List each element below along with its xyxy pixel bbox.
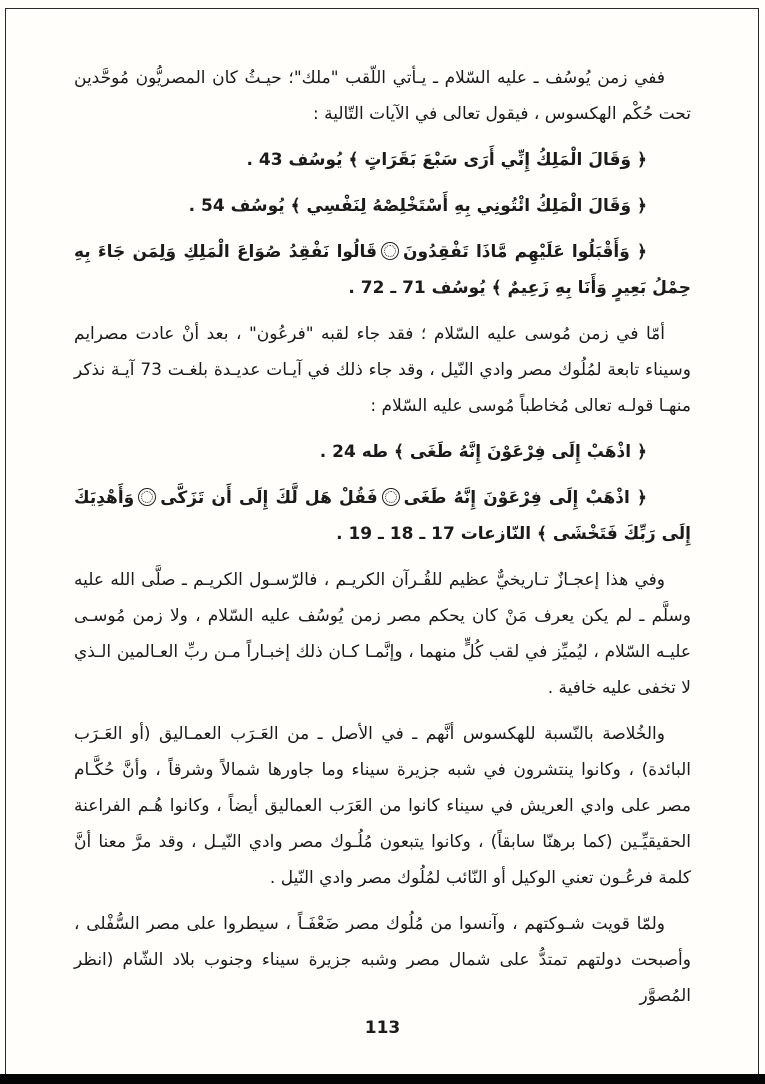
paragraph: وفي هذا إعجـازٌ تـاريخيٌّ عظيم للقُـرآن الكريـم ، فالرّسـول الكريـم ـ صلَّى الله عليه وسلَّم ـ لم يكن يعرف مَنْ كان يحكم مصر زمن يُوسُف عليه السّلام ، ولا زمن مُوسـى عليـه السّلام ، ليُميِّز في لقب كُلٍّ منهما ، وإنَّمـا كـان ذلك إخبـاراً مـن ربِّ العـالمين الـذي لا تخفى عليه خافية . bbox=[74, 570, 691, 698]
verse-text: وَأَهْدِيَكَ إِلَى رَبِّكَ فَتَخْشَى ﴾ bbox=[74, 488, 691, 544]
quran-verse bbox=[74, 188, 691, 224]
paragraph: والخُلاصة بالنّسبة للهكسوس أنَّهم ـ في الأصل ـ من العَـرَب العمـاليق (أو العَـرَب البائدة) ، وكانوا ينتشرون في شبه جزيرة سيناء وما جاورها شمالاً وشرقاً ، وأنَّ حُكَّـام مصر على وادي العريش في سيناء كانوا من العَرَب العماليق أيضاً ، وكانوا هُـم الفراعنة الحقيقيِّـين (كما برهنّا سابقاً) ، وكانوا يتبعون مُلُـوك مصر وادي النّيـل ، وقد مرَّ معنا أنَّ كلمة فرعُـون تعني الوكيل أو النّائب لمُلُوك مصر وادي النّيل . bbox=[74, 724, 691, 888]
verse-reference: يُوسُف 43 . bbox=[246, 150, 343, 170]
ayah-marker bbox=[381, 242, 399, 260]
verse-text: ﴿ اذْهَبْ إِلَى فِرْعَوْنَ إِنَّهُ طَغَى bbox=[403, 488, 647, 508]
page-text-block bbox=[74, 60, 691, 1024]
quran-verse bbox=[74, 434, 691, 470]
ayah-marker bbox=[138, 488, 156, 506]
quran-verse bbox=[74, 142, 691, 178]
page-number: 113 bbox=[364, 1018, 401, 1038]
verse-text: فَقُلْ هَل لَّكَ إِلَى أَن تَزَكَّى bbox=[160, 488, 378, 508]
verse-reference: يُوسُف 71 ـ 72 . bbox=[348, 278, 486, 298]
scan-edge-artifact bbox=[0, 1074, 765, 1084]
paragraph: أمّا في زمن مُوسى عليه السّلام ؛ فقد جاء لقبه "فرعُون" ، بعد أنْ عادت مصرايم وسيناء تابعة لمُلُوك مصر وادي النّيل ، وقد جاء ذلك في آيـات عديـدة بلغـت 73 آيـة نذكر منهـا قولـه تعالى مُخاطباً مُوسى عليه السّلام : bbox=[74, 324, 691, 416]
verse-text: ﴿ وَأَقْبَلُوا عَلَيْهِم مَّاذَا تَفْقِدُونَ bbox=[402, 242, 647, 262]
verse-reference: يُوسُف 54 . bbox=[188, 196, 285, 216]
verse-text: قَالُوا نَفْقِدُ صُوَاعَ الْمَلِكِ وَلِمَن جَاءَ بِهِ حِمْلُ بَعِيرٍ وَأَنَا بِهِ زَعِيمٌ ﴾ bbox=[74, 242, 691, 298]
quran-verse bbox=[74, 480, 691, 552]
verse-text: ﴿ وَقَالَ الْمَلِكُ ائْتُونِي بِهِ أَسْتَخْلِصْهُ لِنَفْسِي ﴾ bbox=[290, 196, 647, 216]
quran-verse bbox=[74, 234, 691, 306]
paragraph: ولمّا قويت شـوكتهم ، وآنسوا من مُلُوك مصر ضَعْفَـاً ، سيطروا على مصر السُّفْلى ، وأصبحت دولتهم تمتدُّ على شمال مصر وشبه جزيرة سيناء وجنوب بلاد الشّام (انظر المُصوَّر bbox=[74, 914, 691, 1006]
paragraph: ففي زمن يُوسُف ـ عليه السّلام ـ يـأتي اللّقب "ملك"؛ حيـثُ كان المصريُّون مُوحَّدين تحت حُكْم الهكسوس ، فيقول تعالى في الآيات التّالية : bbox=[74, 68, 691, 124]
verse-text: ﴿ اذْهَبْ إِلَى فِرْعَوْنَ إِنَّهُ طَغَى ﴾ bbox=[394, 442, 647, 462]
ayah-marker bbox=[382, 488, 400, 506]
verse-reference: طه 24 . bbox=[319, 442, 389, 462]
verse-reference: النّازعات 17 ـ 18 ـ 19 . bbox=[336, 524, 532, 544]
verse-text: ﴿ وَقَالَ الْمَلِكُ إِنِّي أَرَى سَبْعَ بَقَرَاتٍ ﴾ bbox=[348, 150, 647, 170]
